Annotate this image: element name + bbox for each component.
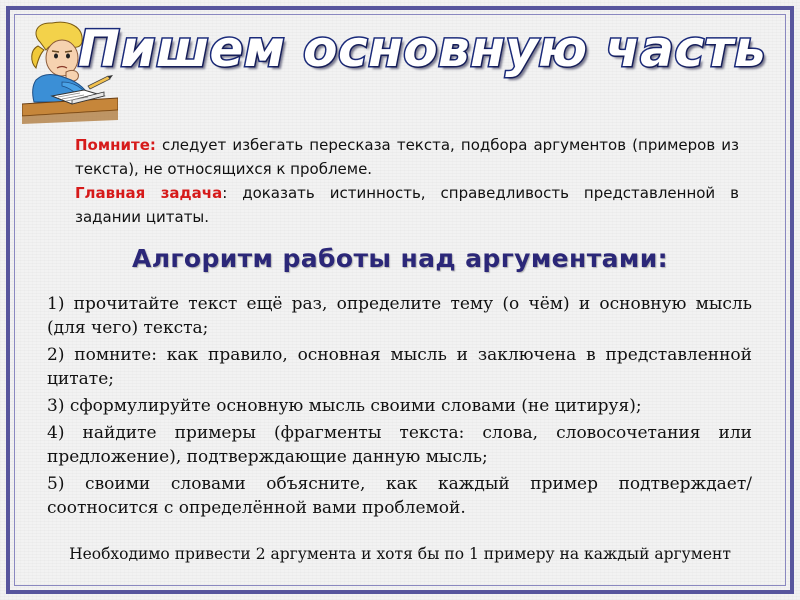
remember-paragraph — [75, 133, 739, 181]
step-item: 3) сформулируйте основную мысль своими словами (не цитируя); — [47, 396, 642, 416]
intro-block — [75, 133, 739, 229]
step-item: 4) найдите примеры (фрагменты текста: слова, словосочетания или предложение), подтверждающие данную мысль; — [47, 423, 752, 467]
steps-list — [47, 292, 752, 523]
remember-text: следует избегать пересказа текста, подбора аргументов (примеров из текста), не относящихся к проблеме. — [75, 136, 739, 178]
task-text: : доказать истинность, справедливость представленной в задании цитаты. — [75, 184, 739, 226]
step-item: 1) прочитайте текст ещё раз, определите тему (о чём) и основную мысль (для чего) текста; — [47, 294, 752, 338]
algorithm-title: Алгоритм работы над аргументами: — [131, 244, 669, 273]
remember-label: Помните: — [75, 136, 156, 154]
footer-note: Необходимо привести 2 аргумента и хотя бы по 1 примеру на каждый аргумент — [69, 545, 731, 563]
task-paragraph — [75, 181, 739, 229]
task-label: Главная задача — [75, 184, 223, 202]
step-item: 5) своими словами объясните, как каждый пример подтверждает/ соотносится с определённой вами проблемой. — [47, 474, 752, 518]
page-title: Пишем основную часть — [78, 20, 767, 78]
step-item: 2) помните: как правило, основная мысль и заключена в представленной цитате; — [47, 345, 752, 389]
